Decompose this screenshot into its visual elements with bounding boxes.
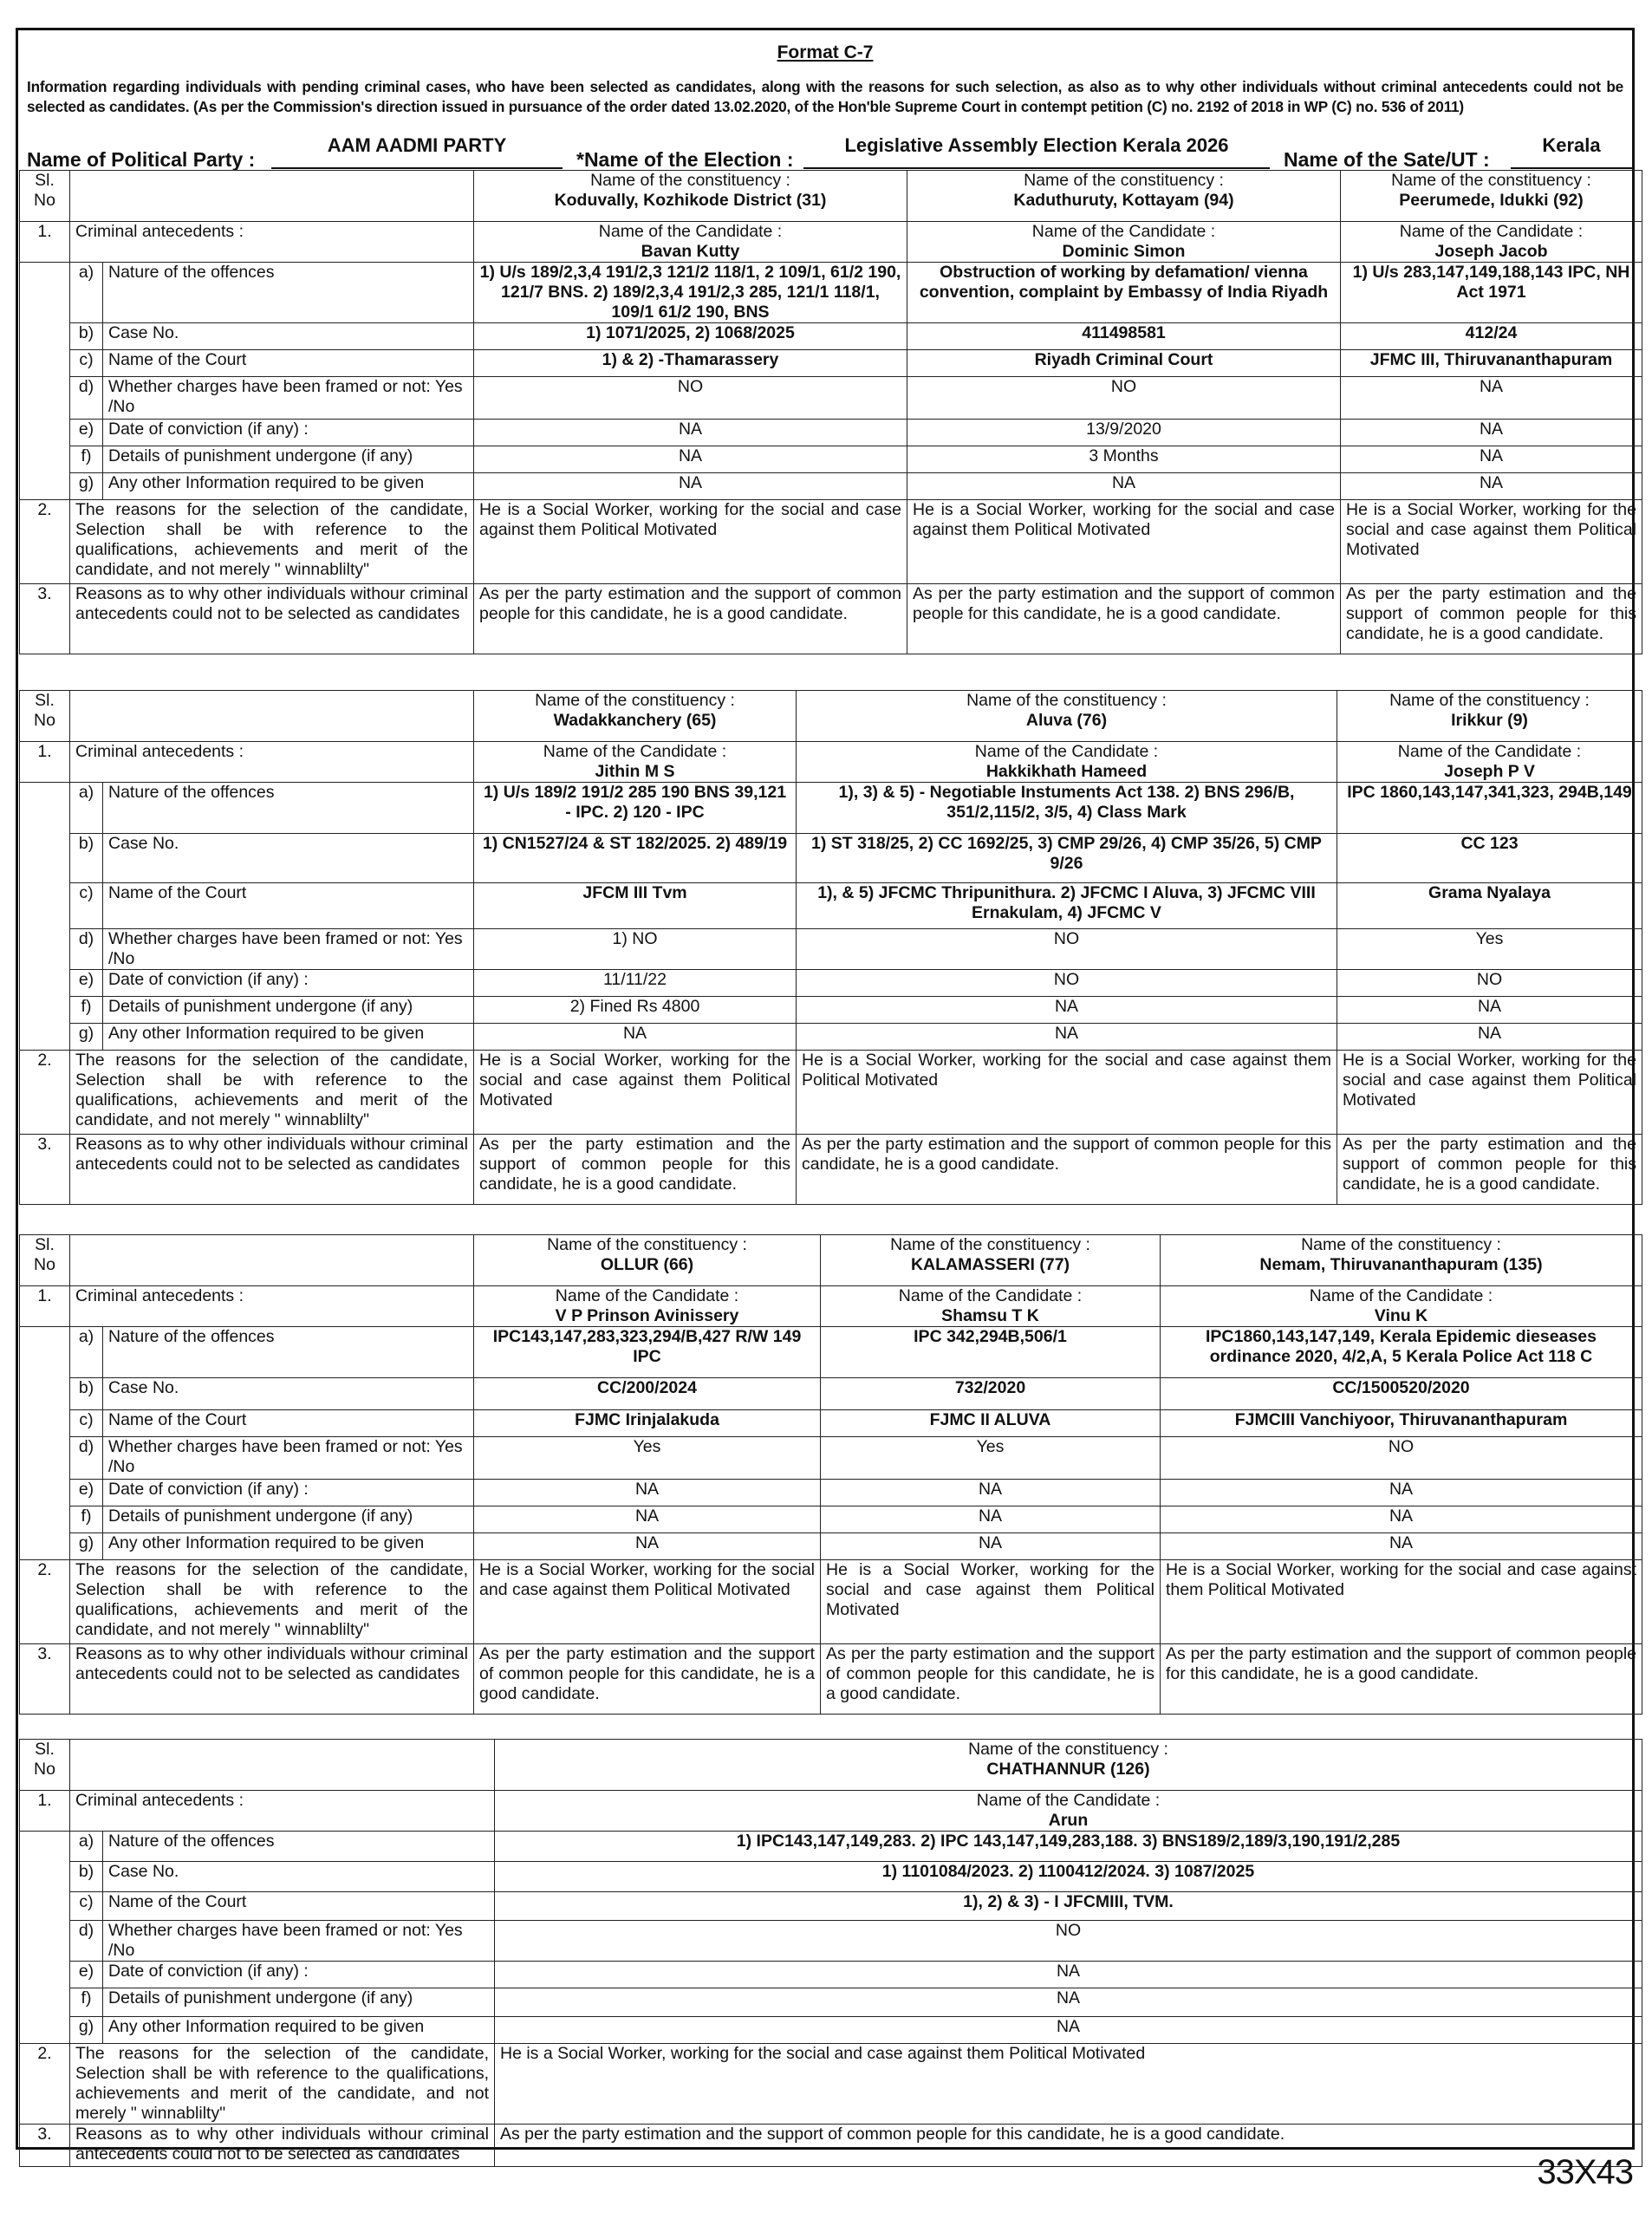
charges-value: NO [474, 377, 907, 420]
candidate-table-3 [19, 1234, 1642, 1715]
blank-header [70, 1235, 474, 1286]
candidate-label: Name of the Candidate : [1031, 222, 1216, 241]
constituency-label: Name of the constituency : [966, 691, 1167, 710]
court-value: 1), 2) & 3) - I JFCMIII, TVM. [495, 1892, 1642, 1921]
case-no-value: 732/2020 [821, 1378, 1161, 1410]
row-letter: d) [70, 929, 103, 970]
row-label-other: Any other Information required to be given [103, 473, 474, 500]
nature-value: 1) U/s 189/2 191/2 285 190 BNS 39,121 - IPC. 2) 120 - IPC [474, 783, 797, 834]
charges-value: Yes [474, 1437, 821, 1480]
reason-selection-label: The reasons for the selection of the candidate, Selection shall be with reference to the qualifications, achievements and merit of the candidate, and not merely " winnablilty" [70, 1051, 474, 1135]
court-value: FJMC Irinjalakuda [474, 1410, 821, 1437]
constituency-name: OLLUR (66) [600, 1255, 694, 1274]
constituency-label: Name of the constituency : [968, 1740, 1168, 1759]
case-no-value: CC/200/2024 [474, 1378, 821, 1410]
row-label-conviction: Date of conviction (if any) : [103, 1480, 474, 1506]
constituency-label: Name of the constituency : [890, 1235, 1090, 1254]
reason-others-text: As per the party estimation and the support of common people for this candidate, he is a good candidate. [797, 1135, 1337, 1205]
row-label-court: Name of the Court [103, 1892, 495, 1921]
nature-value: 1) IPC143,147,149,283. 2) IPC 143,147,149,283,188. 3) BNS189/2,189/3,190,191/2,285 [495, 1832, 1642, 1862]
row-letter: b) [70, 1378, 103, 1410]
other-value: NA [1161, 1533, 1642, 1560]
constituency-cell [1337, 691, 1642, 742]
reason-others-text: As per the party estimation and the support of common people for this candidate, he is a good candidate. [1341, 584, 1642, 654]
candidate-name: V P Prinson Avinissery [555, 1306, 739, 1325]
constituency-name: Peerumede, Idukki (92) [1399, 191, 1584, 210]
candidate-label: Name of the Candidate : [543, 742, 727, 761]
constituency-label: Name of the constituency : [547, 1235, 747, 1254]
reason-selection-text: He is a Social Worker, working for the social and case against them Political Motivated [1341, 500, 1642, 584]
row-number: 1. [20, 742, 70, 783]
reason-selection-label: The reasons for the selection of the candidate, Selection shall be with reference to the qualifications, achievements and merit of the candidate, and not merely " winnablilty" [70, 500, 474, 584]
reason-others-label: Reasons as to why other individuals withour criminal antecedents could not to be selected as candidates [70, 2125, 495, 2167]
row-label-case-no: Case No. [103, 1378, 474, 1410]
row-label-charges: Whether charges have been framed or not: Yes /No [103, 377, 474, 420]
candidate-cell [907, 222, 1341, 263]
court-value: 1), & 5) JFCMC Thripunithura. 2) JFCMC I Aluva, 3) JFCMC VIII Ernakulam, 4) JFCMC V [797, 883, 1337, 929]
other-value: NA [821, 1533, 1161, 1560]
candidate-label: Name of the Candidate : [598, 222, 783, 241]
row-number: 2. [20, 1051, 70, 1135]
conviction-value: NA [474, 1480, 821, 1506]
row-letter: f) [70, 1506, 103, 1533]
candidate-name: Hakkikhath Hameed [985, 762, 1148, 781]
criminal-antecedents-label: Criminal antecedents : [70, 1286, 474, 1327]
other-value: NA [1341, 473, 1642, 500]
constituency-cell [821, 1235, 1161, 1286]
row-label-nature: Nature of the offences [103, 1832, 495, 1862]
other-value: NA [474, 1024, 797, 1051]
constituency-name: Koduvally, Kozhikode District (31) [554, 191, 827, 210]
candidate-table-1 [19, 170, 1642, 654]
reason-selection-text: He is a Social Worker, working for the social and case against them Political Motivated [907, 500, 1341, 584]
footer-code: 33X43 [1537, 2153, 1633, 2191]
blank-sl [20, 1327, 70, 1560]
constituency-label: Name of the constituency : [590, 171, 790, 190]
court-value: Grama Nyalaya [1337, 883, 1642, 929]
row-label-nature: Nature of the offences [103, 263, 474, 323]
reason-selection-text: He is a Social Worker, working for the social and case against them Political Motivated [474, 500, 907, 584]
candidate-cell [474, 742, 797, 783]
row-label-other: Any other Information required to be given [103, 1533, 474, 1560]
election-value: Legislative Assembly Election Kerala 2026 [803, 133, 1270, 169]
court-value: Riyadh Criminal Court [907, 350, 1341, 377]
candidate-name: Jithin M S [595, 762, 675, 781]
reason-selection-text: He is a Social Worker, working for the social and case against them Political Motivated [1161, 1560, 1642, 1644]
candidate-cell [474, 1286, 821, 1327]
blank-header [70, 171, 474, 222]
case-no-value: 1) ST 318/25, 2) CC 1692/25, 3) CMP 29/26, 4) CMP 35/26, 5) CMP 9/26 [797, 834, 1337, 883]
state-label: Name of the Sate/UT : [1284, 148, 1490, 171]
candidate-name: Dominic Simon [1062, 242, 1186, 261]
other-value: NA [474, 1533, 821, 1560]
conviction-value: NA [474, 420, 907, 446]
candidate-label: Name of the Candidate : [1399, 222, 1584, 241]
conviction-value: 11/11/22 [474, 970, 797, 997]
sl-no-header [20, 1740, 70, 1791]
reason-others-text: As per the party estimation and the support of common people for this candidate, he is a good candidate. [474, 1644, 821, 1715]
constituency-label: Name of the constituency : [1391, 171, 1591, 190]
sl-no-header [20, 691, 70, 742]
row-letter: g) [70, 1024, 103, 1051]
conviction-value: NO [797, 970, 1337, 997]
row-letter: d) [70, 377, 103, 420]
row-label-punishment: Details of punishment undergone (if any) [103, 1506, 474, 1533]
row-number: 3. [20, 1644, 70, 1715]
row-letter: e) [70, 420, 103, 446]
other-value: NA [797, 1024, 1337, 1051]
punishment-value: NA [495, 1988, 1642, 2017]
row-label-conviction: Date of conviction (if any) : [103, 970, 474, 997]
nature-value: IPC1860,143,147,149, Kerala Epidemic dieseases ordinance 2020, 4/2,A, 5 Kerala Police Act 118 C [1161, 1327, 1642, 1378]
reason-others-text: As per the party estimation and the support of common people for this candidate, he is a good candidate. [907, 584, 1341, 654]
row-number: 1. [20, 222, 70, 263]
constituency-name: CHATHANNUR (126) [986, 1760, 1150, 1779]
case-no-value: 1) 1101084/2023. 2) 1100412/2024. 3) 1087/2025 [495, 1862, 1642, 1892]
row-label-court: Name of the Court [103, 1410, 474, 1437]
charges-value: NO [907, 377, 1341, 420]
row-number: 1. [20, 1286, 70, 1327]
row-number: 1. [20, 1791, 70, 1832]
row-letter: f) [70, 446, 103, 473]
reason-selection-text: He is a Social Worker, working for the social and case against them Political Motivated [797, 1051, 1337, 1135]
conviction-value: 13/9/2020 [907, 420, 1341, 446]
row-number: 3. [20, 1135, 70, 1205]
row-letter: a) [70, 1832, 103, 1862]
case-no-value: 411498581 [907, 323, 1341, 350]
row-label-charges: Whether charges have been framed or not: Yes /No [103, 1921, 495, 1962]
constituency-label: Name of the constituency : [1024, 171, 1224, 190]
reason-selection-text: He is a Social Worker, working for the social and case against them Political Motivated [495, 2044, 1642, 2125]
candidate-label: Name of the Candidate : [974, 742, 1159, 761]
row-label-case-no: Case No. [103, 323, 474, 350]
candidate-name: Bavan Kutty [641, 242, 740, 261]
row-letter: f) [70, 1988, 103, 2017]
criminal-antecedents-label: Criminal antecedents : [70, 222, 474, 263]
case-no-value: CC 123 [1337, 834, 1642, 883]
conviction-value: NA [821, 1480, 1161, 1506]
nature-value: 1), 3) & 5) - Negotiable Instuments Act 138. 2) BNS 296/B, 351/2,115/2, 3/5, 4) Class Mark [797, 783, 1337, 834]
reason-selection-text: He is a Social Worker, working for the social and case against them Political Motivated [474, 1560, 821, 1644]
constituency-label: Name of the constituency : [1389, 691, 1590, 710]
reason-others-label: Reasons as to why other individuals withour criminal antecedents could not to be selected as candidates [70, 1644, 474, 1715]
row-label-court: Name of the Court [103, 350, 474, 377]
nature-value: 1) U/s 189/2,3,4 191/2,3 121/2 118/1, 2 109/1, 61/2 190, 121/7 BNS. 2) 189/2,3,4 191/2,3 285, 121/1 118/1, 109/1 61/2 190, BNS [474, 263, 907, 323]
blank-sl [20, 783, 70, 1051]
row-number: 2. [20, 2044, 70, 2125]
sl-no-label: Sl. No [34, 171, 55, 210]
row-label-charges: Whether charges have been framed or not: Yes /No [103, 1437, 474, 1480]
state-value: Kerala [1511, 133, 1632, 169]
row-label-charges: Whether charges have been framed or not: Yes /No [103, 929, 474, 970]
nature-value: 1) U/s 283,147,149,188,143 IPC, NH Act 1971 [1341, 263, 1642, 323]
candidate-name: Joseph P V [1444, 762, 1535, 781]
constituency-name: Wadakkanchery (65) [553, 711, 717, 730]
row-label-punishment: Details of punishment undergone (if any) [103, 1988, 495, 2017]
punishment-value: NA [474, 446, 907, 473]
candidate-name: Joseph Jacob [1434, 242, 1548, 261]
sl-no-header [20, 171, 70, 222]
reason-selection-label: The reasons for the selection of the candidate, Selection shall be with reference to the qualifications, achievements and merit of the candidate, and not merely " winnablilty" [70, 2044, 495, 2125]
party-value: AAM AADMI PARTY [271, 133, 563, 169]
reason-selection-text: He is a Social Worker, working for the social and case against them Political Motivated [1337, 1051, 1642, 1135]
candidate-cell [1161, 1286, 1642, 1327]
row-label-other: Any other Information required to be given [103, 2017, 495, 2044]
row-letter: d) [70, 1437, 103, 1480]
row-number: 2. [20, 1560, 70, 1644]
row-label-court: Name of the Court [103, 883, 474, 929]
punishment-value: NA [1341, 446, 1642, 473]
constituency-cell [1161, 1235, 1642, 1286]
candidate-label: Name of the Candidate : [976, 1791, 1161, 1810]
row-letter: e) [70, 970, 103, 997]
constituency-cell [907, 171, 1341, 222]
sl-no-label: Sl. No [34, 1740, 55, 1779]
court-value: JFCM III Tvm [474, 883, 797, 929]
reason-others-text: As per the party estimation and the support of common people for this candidate, he is a good candidate. [821, 1644, 1161, 1715]
punishment-value: NA [1161, 1506, 1642, 1533]
punishment-value: NA [1337, 997, 1642, 1024]
candidate-cell [474, 222, 907, 263]
constituency-cell [474, 171, 907, 222]
row-letter: a) [70, 263, 103, 323]
row-label-punishment: Details of punishment undergone (if any) [103, 446, 474, 473]
row-letter: f) [70, 997, 103, 1024]
candidate-label: Name of the Candidate : [1397, 742, 1582, 761]
row-label-punishment: Details of punishment undergone (if any) [103, 997, 474, 1024]
reason-others-text: As per the party estimation and the support of common people for this candidate, he is a good candidate. [1161, 1644, 1642, 1715]
court-value: JFMC III, Thiruvananthapuram [1341, 350, 1642, 377]
reason-others-label: Reasons as to why other individuals withour criminal antecedents could not to be selected as candidates [70, 584, 474, 654]
row-letter: a) [70, 783, 103, 834]
court-value: FJMC II ALUVA [821, 1410, 1161, 1437]
reason-others-text: As per the party estimation and the support of common people for this candidate, he is a good candidate. [495, 2125, 1642, 2167]
charges-value: NO [797, 929, 1337, 970]
row-letter: g) [70, 1533, 103, 1560]
charges-value: NO [495, 1921, 1642, 1962]
conviction-value: NA [1341, 420, 1642, 446]
punishment-value: NA [474, 1506, 821, 1533]
candidate-cell [495, 1791, 1642, 1832]
reason-selection-text: He is a Social Worker, working for the social and case against them Political Motivated [821, 1560, 1161, 1644]
election-label: *Name of the Election : [576, 148, 794, 171]
other-value: NA [495, 2017, 1642, 2044]
candidate-label: Name of the Candidate : [1309, 1286, 1493, 1305]
format-title: Format C-7 [777, 42, 874, 62]
row-number: 2. [20, 500, 70, 584]
other-value: NA [907, 473, 1341, 500]
constituency-cell [1341, 171, 1642, 222]
nature-value: IPC 1860,143,147,341,323, 294B,149 [1337, 783, 1642, 834]
conviction-value: NA [1161, 1480, 1642, 1506]
punishment-value: NA [797, 997, 1337, 1024]
row-label-conviction: Date of conviction (if any) : [103, 420, 474, 446]
case-no-value: 1) 1071/2025, 2) 1068/2025 [474, 323, 907, 350]
row-label-nature: Nature of the offences [103, 1327, 474, 1378]
constituency-name: Irikkur (9) [1451, 711, 1528, 730]
reason-selection-label: The reasons for the selection of the candidate, Selection shall be with reference to the qualifications, achievements and merit of the candidate, and not merely " winnablilty" [70, 1560, 474, 1644]
row-letter: b) [70, 323, 103, 350]
reason-others-label: Reasons as to why other individuals withour criminal antecedents could not to be selected as candidates [70, 1135, 474, 1205]
candidate-cell [797, 742, 1337, 783]
row-label-conviction: Date of conviction (if any) : [103, 1962, 495, 1988]
row-letter: d) [70, 1921, 103, 1962]
charges-value: NA [1341, 377, 1642, 420]
sl-no-label: Sl. No [34, 1235, 55, 1274]
candidate-name: Shamsu T K [941, 1306, 1039, 1325]
candidate-name: Vinu K [1374, 1306, 1428, 1325]
constituency-name: Nemam, Thiruvananthapuram (135) [1259, 1255, 1543, 1274]
case-no-value: CC/1500520/2020 [1161, 1378, 1642, 1410]
row-letter: c) [70, 1410, 103, 1437]
sl-no-header [20, 1235, 70, 1286]
court-value: 1) & 2) -Thamarassery [474, 350, 907, 377]
blank-header [70, 691, 474, 742]
candidate-cell [1337, 742, 1642, 783]
row-letter: e) [70, 1480, 103, 1506]
candidate-cell [1341, 222, 1642, 263]
court-value: FJMCIII Vanchiyoor, Thiruvananthapuram [1161, 1410, 1642, 1437]
row-label-case-no: Case No. [103, 834, 474, 883]
blank-header [70, 1740, 495, 1791]
charges-value: Yes [1337, 929, 1642, 970]
conviction-value: NA [495, 1962, 1642, 1988]
criminal-antecedents-label: Criminal antecedents : [70, 1791, 495, 1832]
party-label: Name of Political Party : [27, 148, 256, 171]
punishment-value: 3 Months [907, 446, 1341, 473]
row-letter: g) [70, 2017, 103, 2044]
intro-text: Information regarding individuals with pending criminal cases, who have been selected as candidates, along with the reasons for such selection, as also as to why other individuals without criminal antecedents could not be selected as candidates. (As per the Commission's direction issued in pursuance of the order dated 13.02.2020, of the Hon'ble Supreme Court in contempt petition (C) no. 2192 of 2018 in WP (C) no. 536 of 2011) [27, 78, 1623, 115]
nature-value: IPC 342,294B,506/1 [821, 1327, 1161, 1378]
constituency-name: Aluva (76) [1025, 711, 1108, 730]
other-value: NA [474, 473, 907, 500]
row-letter: b) [70, 1862, 103, 1892]
candidate-name: Arun [1048, 1811, 1089, 1830]
row-letter: c) [70, 883, 103, 929]
constituency-cell [495, 1740, 1642, 1791]
other-value: NA [1337, 1024, 1642, 1051]
candidate-cell [821, 1286, 1161, 1327]
candidate-table-2 [19, 690, 1642, 1205]
constituency-cell [474, 1235, 821, 1286]
constituency-label: Name of the constituency : [1301, 1235, 1501, 1254]
row-label-nature: Nature of the offences [103, 783, 474, 834]
row-label-case-no: Case No. [103, 1862, 495, 1892]
row-number: 3. [20, 2125, 70, 2167]
candidate-label: Name of the Candidate : [898, 1286, 1083, 1305]
candidate-label: Name of the Candidate : [555, 1286, 739, 1305]
blank-sl [20, 263, 70, 500]
charges-value: NO [1161, 1437, 1642, 1480]
row-letter: g) [70, 473, 103, 500]
reason-others-text: As per the party estimation and the support of common people for this candidate, he is a good candidate. [1337, 1135, 1642, 1205]
row-letter: a) [70, 1327, 103, 1378]
blank-sl [20, 1832, 70, 2044]
reason-others-text: As per the party estimation and the support of common people for this candidate, he is a good candidate. [474, 584, 907, 654]
nature-value: IPC143,147,283,323,294/B,427 R/W 149 IPC [474, 1327, 821, 1378]
row-label-other: Any other Information required to be given [103, 1024, 474, 1051]
row-number: 3. [20, 584, 70, 654]
row-letter: c) [70, 350, 103, 377]
constituency-cell [474, 691, 797, 742]
punishment-value: NA [821, 1506, 1161, 1533]
row-letter: c) [70, 1892, 103, 1921]
reason-others-text: As per the party estimation and the support of common people for this candidate, he is a good candidate. [474, 1135, 797, 1205]
row-letter: e) [70, 1962, 103, 1988]
constituency-name: KALAMASSERI (77) [910, 1255, 1070, 1274]
constituency-label: Name of the constituency : [535, 691, 735, 710]
charges-value: Yes [821, 1437, 1161, 1480]
sl-no-label: Sl. No [34, 691, 55, 730]
constituency-name: Kaduthuruty, Kottayam (94) [1013, 191, 1234, 210]
case-no-value: 1) CN1527/24 & ST 182/2025. 2) 489/19 [474, 834, 797, 883]
reason-selection-text: He is a Social Worker, working for the social and case against them Political Motivated [474, 1051, 797, 1135]
criminal-antecedents-label: Criminal antecedents : [70, 742, 474, 783]
nature-value: Obstruction of working by defamation/ vienna convention, complaint by Embassy of India Riyadh [907, 263, 1341, 323]
candidate-table-4 [19, 1739, 1642, 2167]
case-no-value: 412/24 [1341, 323, 1642, 350]
charges-value: 1) NO [474, 929, 797, 970]
constituency-cell [797, 691, 1337, 742]
row-letter: b) [70, 834, 103, 883]
punishment-value: 2) Fined Rs 4800 [474, 997, 797, 1024]
conviction-value: NO [1337, 970, 1642, 997]
